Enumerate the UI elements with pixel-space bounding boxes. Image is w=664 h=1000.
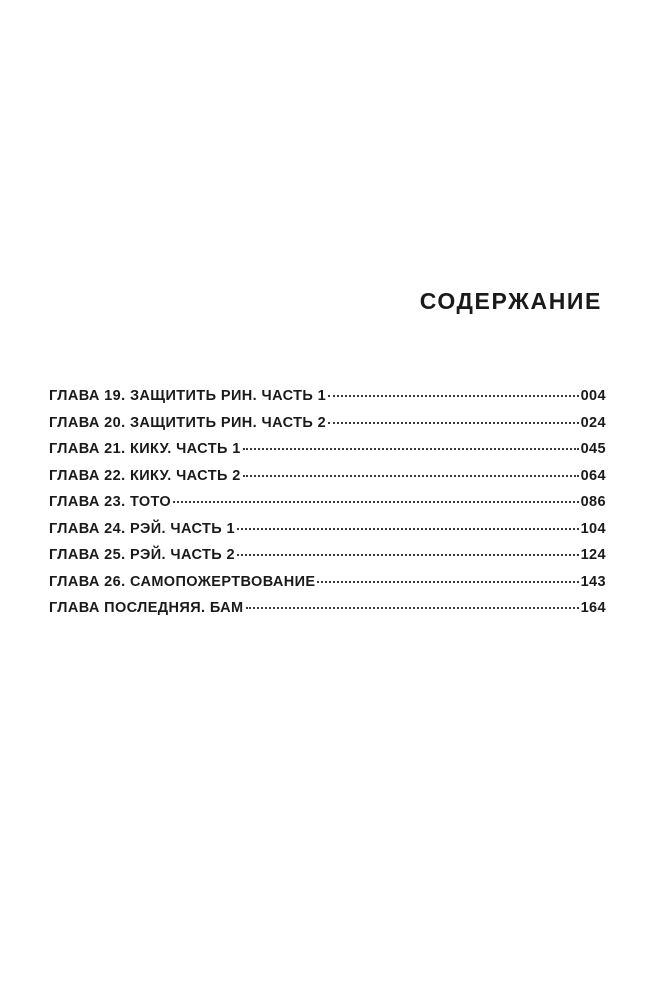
toc-entry-title: ГЛАВА 26. САМОПОЖЕРТВОВАНИЕ — [49, 573, 316, 590]
toc-entry-title: ГЛАВА 25. РЭЙ. ЧАСТЬ 2 — [49, 547, 235, 563]
toc-entry-page-number: 164 — [580, 600, 606, 616]
dot-leader — [243, 475, 579, 477]
toc-entry-title: ГЛАВА 23. ТОТО — [49, 494, 172, 510]
toc-entry-title: ГЛАВА 20. ЗАЩИТИТЬ РИН. ЧАСТЬ 2 — [49, 414, 327, 431]
dot-leader — [237, 528, 579, 530]
toc-entry-page-number: 086 — [580, 494, 606, 510]
toc-entry-page-number: 024 — [580, 414, 606, 431]
contents-heading: СОДЕРЖАНИЕ — [419, 288, 602, 314]
toc-entry-chapter-19 — [49, 388, 606, 415]
toc-entry-title: ГЛАВА ПОСЛЕДНЯЯ. БАМ — [49, 600, 244, 616]
toc-entry-title: ГЛАВА 21. КИКУ. ЧАСТЬ 1 — [49, 441, 241, 457]
toc-entry-chapter-26 — [49, 574, 606, 601]
toc-entry-chapter-24 — [49, 521, 606, 548]
toc-entry-page-number: 104 — [580, 520, 606, 537]
toc-entry-title: ГЛАВА 22. КИКУ. ЧАСТЬ 2 — [49, 467, 241, 484]
toc-entry-chapter-21 — [49, 441, 606, 468]
toc-entry-chapter-23 — [49, 494, 606, 521]
toc-entry-chapter-20 — [49, 415, 606, 442]
toc-entry-page-number: 004 — [580, 388, 606, 404]
dot-leader — [243, 448, 579, 450]
dot-leader — [328, 395, 579, 397]
toc-entry-page-number: 143 — [580, 573, 606, 590]
dot-leader — [173, 501, 579, 503]
toc-entry-chapter-last — [49, 600, 606, 627]
toc-entry-chapter-25 — [49, 547, 606, 574]
table-of-contents — [49, 388, 606, 627]
toc-entry-chapter-22 — [49, 468, 606, 495]
toc-entry-title: ГЛАВА 19. ЗАЩИТИТЬ РИН. ЧАСТЬ 1 — [49, 388, 327, 404]
dot-leader — [328, 422, 579, 424]
toc-entry-page-number: 064 — [580, 467, 606, 484]
dot-leader — [317, 581, 578, 583]
dot-leader — [237, 554, 579, 556]
toc-entry-page-number: 124 — [580, 547, 606, 563]
toc-entry-title: ГЛАВА 24. РЭЙ. ЧАСТЬ 1 — [49, 520, 235, 537]
dot-leader — [246, 607, 579, 609]
toc-entry-page-number: 045 — [580, 441, 606, 457]
